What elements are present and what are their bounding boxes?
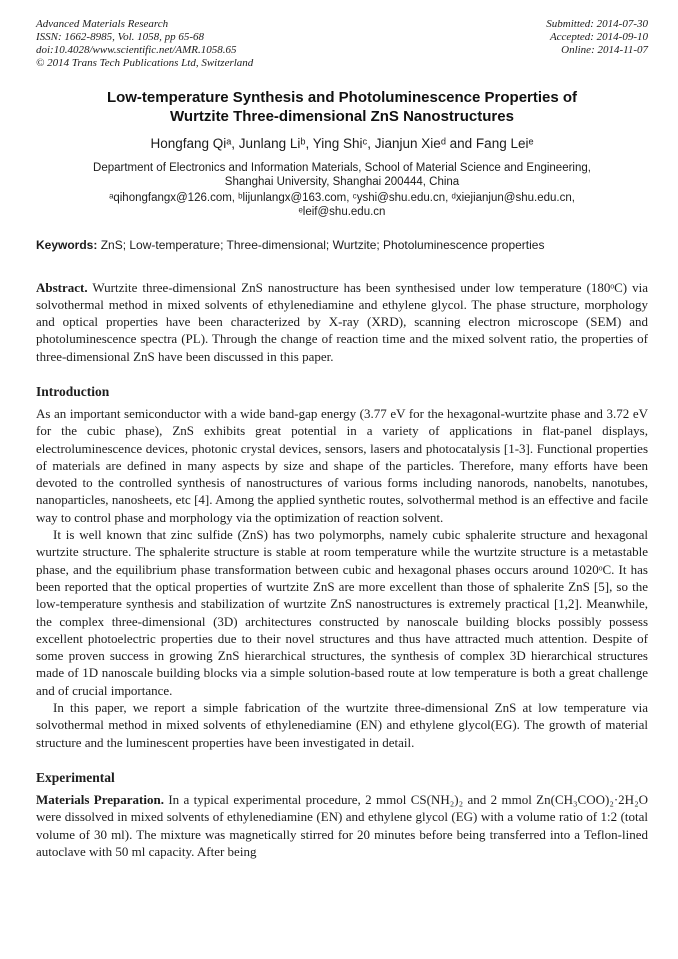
paper-title [36, 88, 648, 126]
materials-preparation-text: In a typical experimental procedure, 2 mmol CS(NH₂)₂ and 2 mmol Zn(CH₃COO)₂·2H₂O were dissolved in mixed solvents of ethylenediamine (EN) and ethylene glycol (EG) with a volume ratio of 1:2 (total volume of 30 ml). The mixture was magnetically stirred for 20 minutes before being transferred into a Teflon-lined autoclave with 50 ml capacity. After being [36, 791, 648, 859]
journal-issn-volume: ISSN: 1662-8985, Vol. 1058, pp 65-68 [36, 31, 205, 43]
abstract-text: Wurtzite three-dimensional ZnS nanostructure has been synthesised under low temperature (180ᵒC) via solvothermal method in mixed solvents of ethylenediamine and ethylene glycol. The phase structure, morphology and optical properties have been characterized by X-ray (XRD), scanning electron microscope (SEM) and photoluminescence spectra (PL). Through the change of reaction time and the mixed solvent ratio, the properties of three-dimensional ZnS have been discussed in this paper. [36, 279, 648, 364]
online-date: Online: 2014-11-07 [561, 44, 648, 56]
author-emails [36, 192, 648, 219]
journal-doi: doi:10.4028/www.scientific.net/AMR.1058.65 [36, 44, 237, 56]
affiliation-line-1: Department of Electronics and Information Materials, School of Material Science and Engineering, [93, 162, 591, 174]
abstract-label: Abstract. [36, 279, 88, 295]
introduction-paragraph-2: It is well known that zinc sulfide (ZnS) has two polymorphs, namely cubic sphalerite structure and hexagonal wurtzite structure. The sphalerite structure is stable at room temperature while the wurtzite structure is a metastable phase, and the equilibrium phase transformation between cubic and hexagonal phases occurs around 1020ᵒC. It has been reported that the optical properties of wurtzite ZnS are more excellent than those of sphalerite ZnS [5], so the low-temperature synthesis and stabilization of wurtzite ZnS nanostructures is extremely practical [1,2]. Meanwhile, the complex three-dimensional (3D) architectures constructed by nanoscale building blocks possibly possess excellent photoelectric properties due to their novel structures and thus have attracted much attention. Despite of some proven success in growing ZnS hierarchical structures, the synthesis of complex 3D hierarchical structures made of 1D nanoscale building blocks via a simple solution-based route at low temperature is both a great challenge and of crucial importance. [36, 527, 648, 698]
submission-info [546, 18, 648, 57]
paper-title-line-2: Wurtzite Three-dimensional ZnS Nanostructures [170, 108, 514, 125]
keywords-label: Keywords: [36, 238, 98, 252]
journal-copyright: © 2014 Trans Tech Publications Ltd, Switzerland [36, 57, 254, 69]
affiliation [36, 162, 648, 189]
materials-preparation-paragraph [36, 791, 648, 860]
introduction-paragraph-1: As an important semiconductor with a wide band-gap energy (3.77 eV for the hexagonal-wurtzite phase and 3.72 eV for the cubic phase), ZnS exhibits great potential in a variety of applications in flat-panel displays, electroluminescence devices, photonic crystal devices, sensors, lasers and photocatalysis [1-3]. Functional properties of materials are defined in many aspects by size and shape of the particles. Therefore, many efforts have been devoted to the controlled synthesis of nanostructures of various forms including nanorods, nanobelts, nanotubes, nanoparticles, nanosheets, etc [4]. Among the applied synthetic routes, solvothermal method is an effective and facile way to control phase and morphology via the optimization of reaction solvent. [36, 405, 648, 525]
abstract-paragraph [36, 279, 648, 365]
author-emails-line-1: ᵃqihongfangx@126.com, ᵇlijunlangx@163.com, ᶜyshi@shu.edu.cn, ᵈxiejianjun@shu.edu.cn, [109, 192, 575, 204]
affiliation-line-2: Shanghai University, Shanghai 200444, China [224, 175, 460, 188]
journal-info [36, 18, 253, 70]
section-heading-experimental: Experimental [36, 769, 115, 785]
authors-line: Hongfang Qiᵃ, Junlang Liᵇ, Ying Shiᶜ, Jianjun Xieᵈ and Fang Leiᵉ [150, 136, 534, 151]
accepted-date: Accepted: 2014-09-10 [549, 31, 648, 43]
paper-header [36, 18, 648, 70]
introduction-paragraph-3: In this paper, we report a simple fabrication of the wurtzite three-dimensional ZnS at low temperature via solvothermal method in mixed solvents of ethylenediamine (EN) and ethylene glycol(EG). The growth of material structure and the luminescent properties have been investigated in detail. [36, 700, 648, 750]
section-heading-introduction: Introduction [36, 383, 110, 399]
paper-title-line-1: Low-temperature Synthesis and Photoluminescence Properties of [106, 89, 578, 106]
journal-name: Advanced Materials Research [36, 18, 169, 30]
keywords-line [36, 238, 648, 253]
submitted-date: Submitted: 2014-07-30 [546, 18, 648, 30]
materials-preparation-label: Materials Preparation. [36, 791, 164, 807]
keywords-text: ZnS; Low-temperature; Three-dimensional; Wurtzite; Photoluminescence properties [97, 238, 545, 252]
author-emails-line-2: ᵉleif@shu.edu.cn [298, 205, 386, 218]
